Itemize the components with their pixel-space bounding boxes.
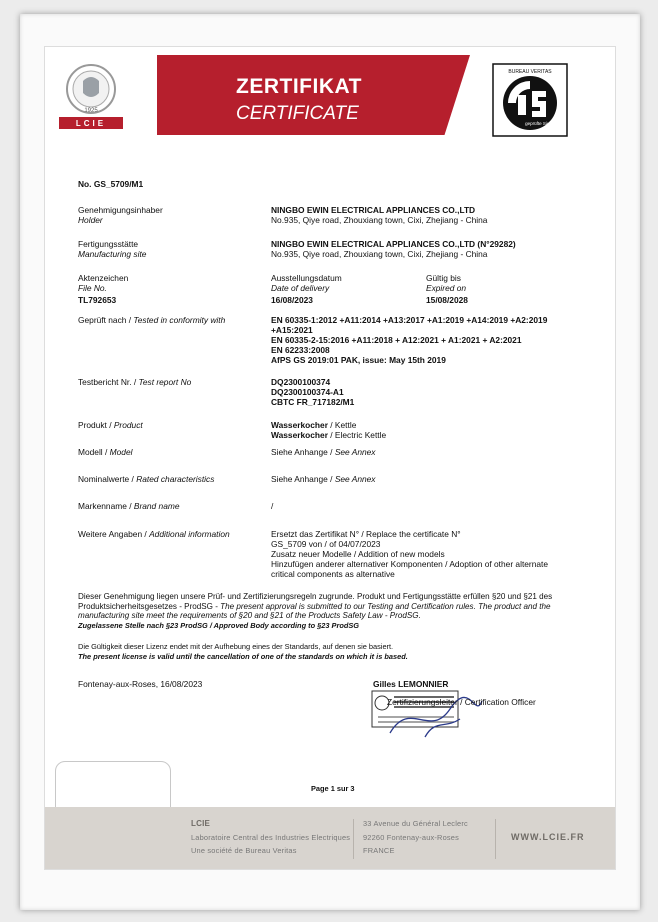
footer-website-link[interactable]: WWW.LCIE.FR xyxy=(511,832,585,842)
footer-line: Une société de Bureau Veritas xyxy=(191,846,297,855)
brand-label: Markenname / Brand name xyxy=(78,501,180,511)
model-label: Modell / Model xyxy=(78,447,133,457)
standard-line: EN 62233:2008 xyxy=(271,345,330,355)
holder-name: NINGBO EWIN ELECTRICAL APPLIANCES CO.,LTD xyxy=(271,205,476,215)
additional-label: Weitere Angaben / Additional information xyxy=(78,529,230,539)
delivery-label-en: Date of delivery xyxy=(271,283,330,293)
product-line: Wasserkocher / Kettle xyxy=(271,420,357,430)
title-de: ZERTIFIKAT xyxy=(236,75,362,98)
product-line: Wasserkocher / Electric Kettle xyxy=(271,430,387,440)
gs-mark-icon xyxy=(492,63,568,137)
holder-address: No.935, Qiye road, Zhouxiang town, Cixi, Zhejiang - China xyxy=(271,215,488,225)
delivery-date: 16/08/2023 xyxy=(271,295,313,305)
gs-top-text: BUREAU VERITAS xyxy=(508,69,552,75)
test-report-line: DQ2300100374-A1 xyxy=(271,387,344,397)
standard-line: EN 60335-1:2012 +A11:2014 +A13:2017 +A1:2019 +A14:2019 +A2:2019 xyxy=(271,315,548,325)
certificate-number: No. GS_5709/M1 xyxy=(78,179,144,189)
file-label-en: File No. xyxy=(78,283,107,293)
tested-label: Geprüft nach / Tested in conformity with xyxy=(78,315,226,325)
site-label-de: Fertigungsstätte xyxy=(78,239,139,249)
standard-line: AfPS GS 2019:01 PAK, issue: May 15th 2019 xyxy=(271,355,446,365)
additional-line: Hinzufügen anderer alternativer Komponenten / Adoption of other alternate xyxy=(271,559,549,569)
footer-divider xyxy=(495,819,496,859)
product-label: Produkt / Product xyxy=(78,420,143,430)
test-report-line: DQ2300100374 xyxy=(271,377,331,387)
page-number: Page 1 sur 3 xyxy=(311,784,355,793)
footer xyxy=(45,807,615,869)
lcie-seal-icon xyxy=(53,59,129,135)
additional-line: critical components as alternative xyxy=(271,569,395,579)
additional-line: Ersetzt das Zertifikat N° / Replace the certificate N° xyxy=(271,529,461,539)
standard-line: +A15:2021 xyxy=(271,325,313,335)
test-report-label: Testbericht Nr. / Test report No xyxy=(78,377,192,387)
signatory-role: Zertifizierungsleiter / Certification Officer xyxy=(387,697,536,707)
footer-divider xyxy=(353,819,354,859)
expiry-label-de: Gültig bis xyxy=(426,273,461,283)
footer-brand: LCIE xyxy=(191,819,211,828)
delivery-label-de: Ausstellungsdatum xyxy=(271,273,342,283)
approved-body: Zugelassene Stelle nach §23 ProdSG / Approved Body according to §23 ProdSG xyxy=(78,621,360,630)
holder-label-de: Genehmigungsinhaber xyxy=(78,205,163,215)
rated-value: Siehe Anhange / See Annex xyxy=(271,474,376,484)
file-label-de: Aktenzeichen xyxy=(78,273,129,283)
file-number: TL792653 xyxy=(78,295,117,305)
expiry-date: 15/08/2028 xyxy=(426,295,468,305)
place-date: Fontenay-aux-Roses, 16/08/2023 xyxy=(78,679,203,689)
title-en: CERTIFICATE xyxy=(236,103,359,124)
standard-line: EN 60335-2-15:2016 +A11:2018 + A12:2021 + A1:2021 + A2:2021 xyxy=(271,335,522,345)
footer-address: FRANCE xyxy=(363,846,395,855)
holder-label-en: Holder xyxy=(78,215,103,225)
site-address: No.935, Qiye road, Zhouxiang town, Cixi, Zhejiang - China xyxy=(271,249,488,259)
validity-en: The present license is valid until the cancellation of one of the standards on which it is based. xyxy=(78,652,408,661)
lcie-logo xyxy=(45,55,157,135)
lcie-label: LCIE xyxy=(75,119,107,128)
footer-line: Laboratoire Central des Industries Electriques xyxy=(191,833,351,842)
footer-address: 92260 Fontenay-aux-Roses xyxy=(363,833,460,842)
rated-label: Nominalwerte / Rated characteristics xyxy=(78,474,215,484)
test-report-line: CBTC FR_717182/M1 xyxy=(271,397,355,407)
expiry-label-en: Expired on xyxy=(426,283,467,293)
gs-bottom-text: geprüfte Sicherheit xyxy=(525,121,563,126)
site-label-en: Manufacturing site xyxy=(78,249,147,259)
brand-value: / xyxy=(271,501,274,511)
site-name: NINGBO EWIN ELECTRICAL APPLIANCES CO.,LTD (N°29282) xyxy=(271,239,516,249)
validity-de: Die Gültigkeit dieser Lizenz endet mit der Aufhebung eines der Standards, auf denen sie basiert. xyxy=(78,642,394,651)
approval-paragraph: Dieser Genehmigung liegen unsere Prüf- und Zertifizierungsregeln zugrunde. Produkt und Fertigungsstätte erfüllen §20 und §21 des Produktsicherheitsgesetzes - ProdSG - The present approval is submitted to our Testing and Certification rules. The product and the manufacturing site meet the requirements of §20 and §21 of the Products Safety Law - ProdSG. xyxy=(78,592,553,621)
model-value: Siehe Anhange / See Annex xyxy=(271,447,376,457)
footer-address: 33 Avenue du Général Leclerc xyxy=(363,819,468,828)
certificate-page xyxy=(44,46,616,870)
additional-line: GS_5709 von / of 04/07/2023 xyxy=(271,539,381,549)
additional-line: Zusatz neuer Modelle / Addition of new models xyxy=(271,549,445,559)
seal-year: 1925 xyxy=(84,108,98,114)
signatory-name: Gilles LEMONNIER xyxy=(373,679,449,689)
